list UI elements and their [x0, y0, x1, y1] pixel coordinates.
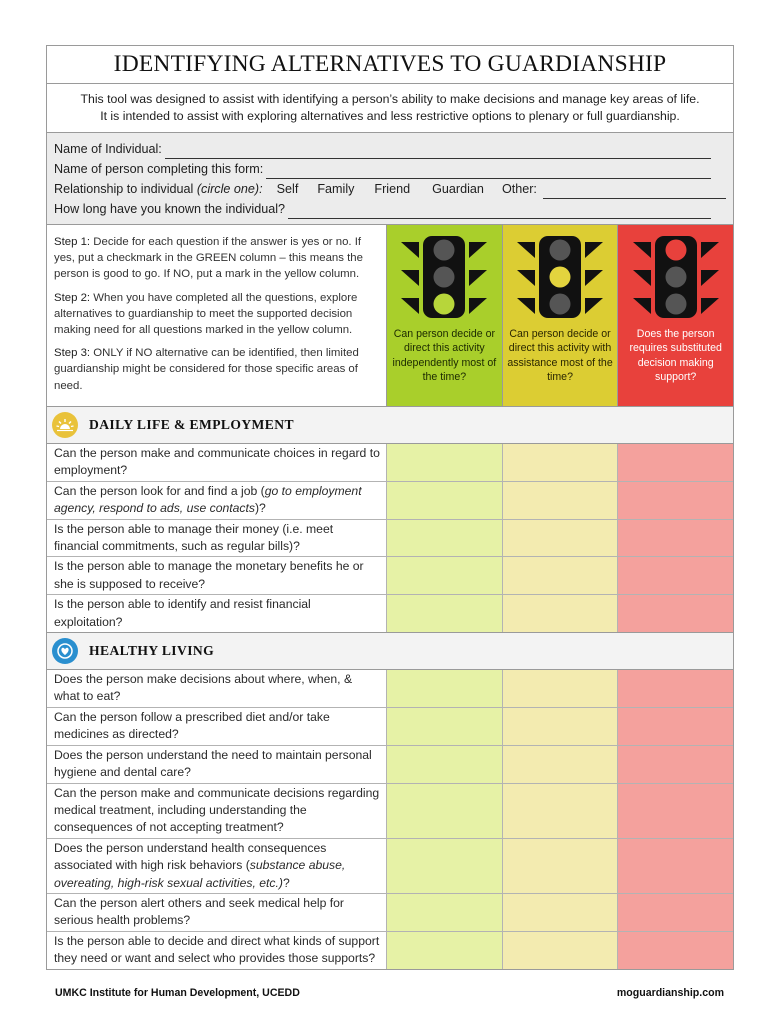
option-self[interactable]: Self	[276, 182, 299, 196]
yellow-answer-cell[interactable]	[502, 784, 618, 838]
question-text: Is the person able to decide and direct what kinds of support they need or want and select who provides those supports?	[54, 933, 380, 966]
step-1	[54, 234, 378, 283]
info-fields	[47, 133, 733, 225]
question-text: Can the person follow a prescribed diet and/or take medicines as directed?	[54, 709, 330, 742]
red-answer-cell[interactable]	[617, 839, 733, 893]
health-questions	[47, 670, 733, 969]
name-individual-row	[54, 139, 726, 159]
name-completing-label: Name of person completing this form:	[54, 162, 264, 176]
green-answer-cell[interactable]	[386, 839, 502, 893]
question-row	[47, 784, 733, 839]
red-answer-cell[interactable]	[617, 670, 733, 707]
daily-questions	[47, 444, 733, 633]
question-text	[47, 482, 386, 519]
yellow-column-header	[502, 225, 618, 406]
step-2-label: Step 2:	[54, 291, 91, 304]
name-completing-row	[54, 159, 726, 179]
yellow-answer-cell[interactable]	[502, 557, 618, 594]
red-answer-cell[interactable]	[617, 557, 733, 594]
question-row	[47, 444, 733, 482]
question-text: Is the person able to manage their money (i.e. meet financial commitments, such as regular bills)?	[54, 521, 334, 554]
green-answer-cell[interactable]	[386, 595, 502, 632]
option-other[interactable]: Other:	[501, 182, 537, 196]
question-text: Can the person make and communicate decisions regarding medical treatment, including understanding the consequences of not accepting treatment?	[54, 785, 380, 835]
green-answer-cell[interactable]	[386, 482, 502, 519]
green-answer-cell[interactable]	[386, 708, 502, 745]
question-text: Does the person understand the need to maintain personal hygiene and dental care?	[54, 747, 372, 780]
yellow-column-text: Can person decide or direct this activity with assistance most of the time?	[507, 328, 613, 383]
option-friend[interactable]: Friend	[374, 182, 411, 196]
question-row	[47, 595, 733, 633]
question-text-part: )?	[255, 501, 266, 516]
yellow-answer-cell[interactable]	[502, 444, 618, 481]
question-row	[47, 670, 733, 708]
green-column-header	[386, 225, 502, 406]
section-healthy-living	[47, 633, 733, 670]
yellow-answer-cell[interactable]	[502, 670, 618, 707]
step-3	[54, 345, 378, 394]
yellow-answer-cell[interactable]	[502, 520, 618, 557]
name-completing-field[interactable]	[266, 165, 711, 179]
green-answer-cell[interactable]	[386, 444, 502, 481]
red-answer-cell[interactable]	[617, 784, 733, 838]
question-text: Is the person able to manage the monetary benefits he or she is supposed to receive?	[54, 559, 364, 591]
how-long-row	[54, 199, 726, 219]
step-1-text: Decide for each question if the answer is yes or no. If yes, put a checkmark in the GREEN column – this means the person is good to go. If NO, put a mark in the yellow column.	[54, 236, 363, 281]
red-answer-cell[interactable]	[617, 746, 733, 783]
red-answer-cell[interactable]	[617, 708, 733, 745]
question-text: Can the person alert others and seek medical help for serious health problems?	[54, 895, 344, 928]
yellow-answer-cell[interactable]	[502, 894, 618, 931]
yellow-answer-cell[interactable]	[502, 595, 618, 632]
question-text-italic: go to employment agency, respond to ads, use contacts	[54, 483, 362, 516]
green-column-text: Can person decide or direct this activity independently most of the time?	[392, 328, 497, 383]
question-row	[47, 520, 733, 558]
section-title-daily-life: DAILY LIFE & EMPLOYMENT	[89, 417, 294, 432]
question-row	[47, 708, 733, 746]
red-column-text: Does the person requires substituted decision making support?	[629, 328, 722, 383]
intro-line-2: It is intended to assist with exploring alternatives and less restrictive options to plenary or full guardianship.	[100, 108, 680, 123]
option-guardian[interactable]: Guardian	[432, 182, 484, 196]
footer-organization: UMKC Institute for Human Development, UCEDD	[55, 987, 300, 999]
red-answer-cell[interactable]	[617, 444, 733, 481]
red-answer-cell[interactable]	[617, 894, 733, 931]
step-2	[54, 290, 378, 339]
green-answer-cell[interactable]	[386, 746, 502, 783]
green-answer-cell[interactable]	[386, 520, 502, 557]
relationship-label: Relationship to individual	[54, 182, 194, 196]
relationship-row	[54, 179, 726, 199]
question-row	[47, 557, 733, 595]
question-row	[47, 839, 733, 894]
question-row	[47, 894, 733, 932]
section-daily-life	[47, 407, 733, 444]
footer-website: moguardianship.com	[616, 987, 724, 999]
green-answer-cell[interactable]	[386, 557, 502, 594]
question-text: Does the person make decisions about where, when, & what to eat?	[54, 672, 353, 704]
section-title-healthy-living: HEALTHY LIVING	[89, 643, 215, 659]
step-3-label: Step 3:	[54, 347, 91, 360]
step-2-text: When you have completed all the questions, explore alternatives to guardianship to meet the supported decision making need for all questions marked in the yellow column.	[54, 291, 358, 337]
yellow-answer-cell[interactable]	[502, 708, 618, 745]
question-text: Can the person make and communicate choices in regard to employment?	[54, 446, 380, 478]
name-individual-field[interactable]	[165, 145, 711, 159]
question-text: Is the person able to identify and resist financial exploitation?	[54, 597, 311, 629]
other-field[interactable]	[543, 185, 726, 199]
traffic-light-green-icon	[397, 236, 491, 318]
red-column-header	[617, 225, 733, 406]
question-text-part: ?	[282, 875, 290, 890]
option-family[interactable]: Family	[317, 182, 355, 196]
how-long-label: How long have you known the individual?	[54, 202, 286, 216]
health-icon	[52, 638, 78, 664]
question-row	[47, 746, 733, 784]
red-answer-cell[interactable]	[617, 482, 733, 519]
traffic-light-yellow-icon	[513, 236, 607, 318]
question-row	[47, 482, 733, 520]
instructions-and-legend	[47, 225, 733, 407]
step-3-text: ONLY if NO alternative can be identified, then limited guardianship might be considered for those specific areas of need.	[54, 347, 359, 392]
green-answer-cell[interactable]	[386, 670, 502, 707]
page-footer	[55, 987, 724, 999]
question-text-part: Can the person look for and find a job (	[54, 483, 265, 498]
intro-text	[47, 84, 733, 133]
question-row	[47, 932, 733, 969]
question-text	[47, 839, 386, 893]
page-title: IDENTIFYING ALTERNATIVES TO GUARDIANSHIP	[47, 46, 733, 84]
yellow-answer-cell[interactable]	[502, 746, 618, 783]
red-answer-cell[interactable]	[617, 595, 733, 632]
name-individual-label: Name of Individual:	[54, 142, 162, 156]
red-answer-cell[interactable]	[617, 932, 733, 969]
green-answer-cell[interactable]	[386, 894, 502, 931]
yellow-answer-cell[interactable]	[502, 839, 618, 893]
form-sheet	[46, 45, 734, 970]
traffic-light-red-icon	[629, 236, 723, 318]
relationship-hint: (circle one):	[196, 182, 263, 196]
steps-block	[47, 225, 386, 406]
green-answer-cell[interactable]	[386, 784, 502, 838]
how-long-field[interactable]	[288, 205, 711, 219]
yellow-answer-cell[interactable]	[502, 482, 618, 519]
yellow-answer-cell[interactable]	[502, 932, 618, 969]
step-1-label: Step 1:	[54, 236, 91, 248]
green-answer-cell[interactable]	[386, 932, 502, 969]
red-answer-cell[interactable]	[617, 520, 733, 557]
sunrise-icon	[52, 412, 78, 438]
question-text-italic: substance abuse, overeating, high-risk sexual activities, etc.)	[54, 858, 346, 890]
intro-line-1: This tool was designed to assist with identifying a person’s ability to make decisions and manage key areas of life.	[80, 92, 700, 106]
question-text-part: Does the person understand health consequences associated with high risk behaviors (	[54, 840, 327, 873]
